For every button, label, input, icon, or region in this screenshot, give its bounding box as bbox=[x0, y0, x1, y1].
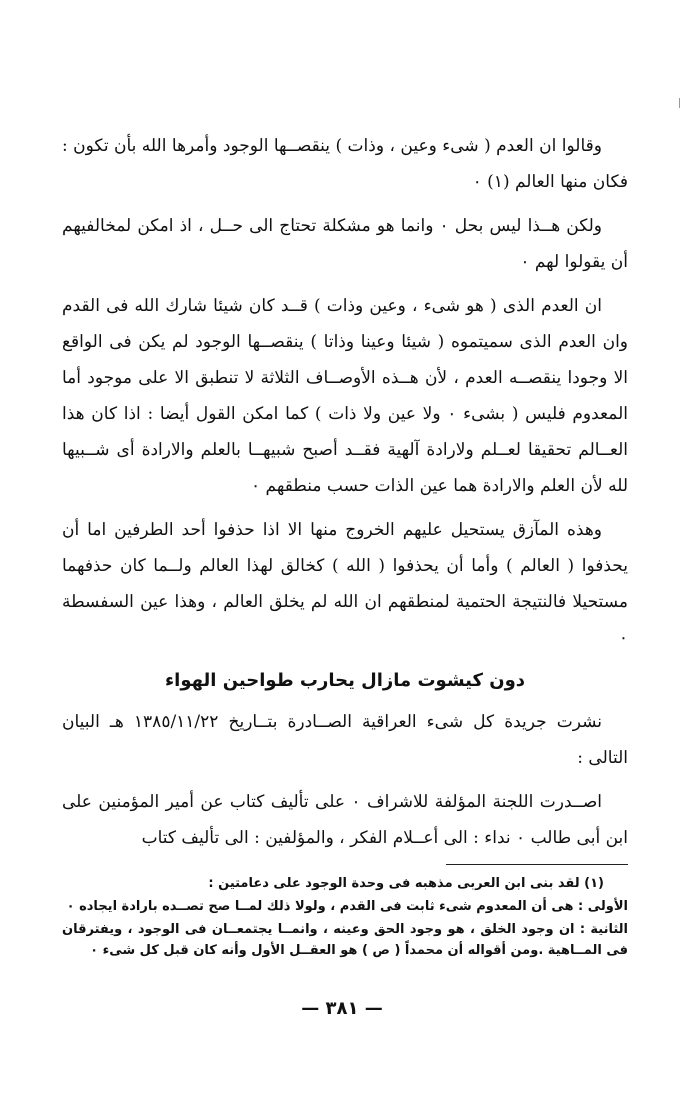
footnote-divider bbox=[446, 864, 628, 865]
paragraph-4: وهذه المآزق يستحيل عليهم الخروج منها الا اذا حذفوا أحد الطرفين اما أن يحذفوا ( العالم ) وأما أن يحذفوا ( الله ) كخالق لهذا العالم ولــما كان حذفهما مستحيلا فالنتيجة الحتمية لمنطقهم ان الله لم يخلق العالم ، وهذا عين السفسطة ٠ bbox=[62, 520, 628, 648]
page-number: — ٣٨١ — bbox=[301, 998, 383, 1019]
section-paragraph-1: نشرت جريدة كل شىء العراقية الصــادرة بتــاريخ ١٣٨٥/١١/٢٢ هـ البيان التالى : bbox=[62, 712, 628, 768]
paragraph-3: ان العدم الذى ( هو شىء ، وعين وذات ) قــد كان شيئا شارك الله فى القدم وان العدم الذى سميتموه ( شيئا وعينا وذاتا ) ينقصــها الوجود لم يكن فى الواقع الا وجودا ينقصــه العدم ، لأن هــذه الأوصــاف الثلاثة لا تنطبق الا على موجود أما المعدوم فليس ( بشىء ٠ ولا عين ولا ذات ) كما امكن القول أيضا : اذا كان هذا العــالم تحقيقا لعــلم ولارادة آلهية فقــد أصبح شبيهــا بالعلم والارادة أى شــبيها لله لأن العلم والارادة هما عين الذات حسب منطقهم ٠ bbox=[62, 296, 628, 496]
section-paragraph-2: اصــدرت اللجنة المؤلفة للاشراف ٠ على تأليف كتاب عن أمير المؤمنين على ابن أبى طالب ٠ نداء : الى أعــلام الفكر ، والمؤلفين : الى تأليف كتاب bbox=[62, 792, 628, 848]
scan-edge-mark bbox=[679, 98, 680, 108]
book-page bbox=[62, 128, 628, 963]
footnote-1-second-pillar: الثانية : ان وجود الخلق ، هو وجود الحق وعينه ، وانمــا يجتمعــان فى الوجود ، ويفترقان فى المــاهية .ومن أقواله أن محمداً ( ص ) هو العقــل الأول وأنه كان قبل كل شىء ٠ bbox=[62, 922, 628, 958]
section-heading: دون كيشوت مازال يحارب طواحين الهواء bbox=[164, 670, 526, 691]
footnote-1-first-pillar: الأولى : هى أن المعدوم شىء ثابت فى القدم ، ولولا ذلك لمــا صح تصــده بارادة ايجاده ٠ bbox=[66, 899, 628, 914]
paragraph-2: ولكن هــذا ليس بحل ٠ وانما هو مشكلة تحتاج الى حــل ، اذ امكن لمخالفيهم أن يقولوا لهم ٠ bbox=[62, 216, 628, 272]
footnote-1: (١) لقد بنى ابن العربى مذهبه فى وحدة الوجود على دعامتين : bbox=[208, 876, 604, 891]
paragraph-1: وقالوا ان العدم ( شىء وعين ، وذات ) ينقصــها الوجود وأمرها الله بأن تكون : فكان منها العالم (١) ٠ bbox=[62, 136, 628, 192]
